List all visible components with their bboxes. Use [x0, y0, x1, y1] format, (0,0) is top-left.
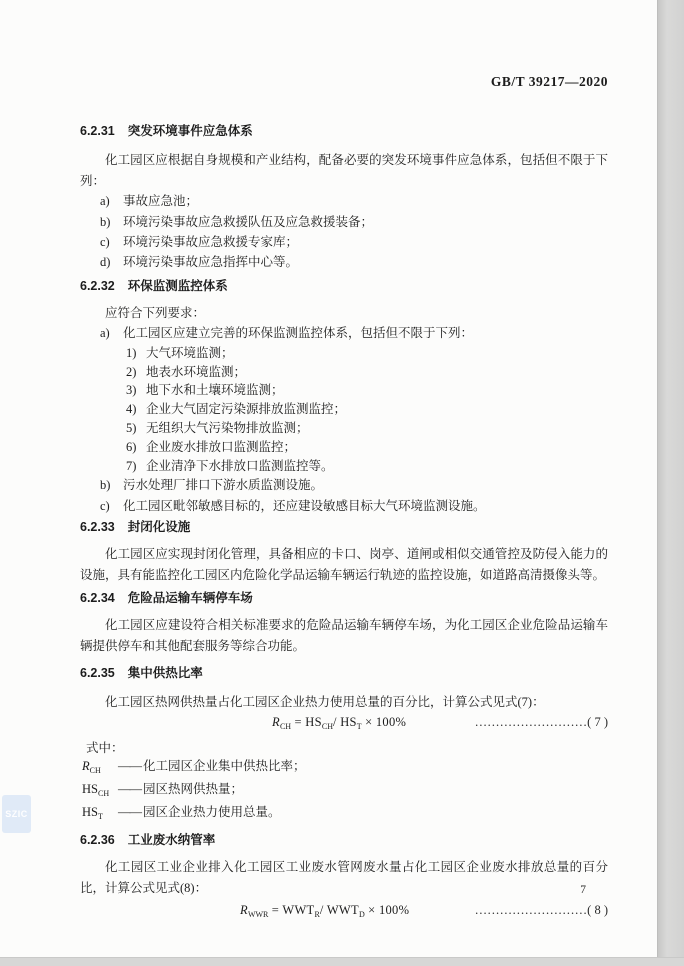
scan-edge-right [657, 0, 684, 966]
equation-number: ( 7 ) [587, 715, 608, 730]
list-item-text: 化工园区毗邻敏感目标的，还应建设敏感目标大气环境监测设施。 [123, 498, 486, 513]
section-heading-6-2-35 [80, 665, 608, 681]
watermark-text: SZIC [5, 809, 28, 819]
sub-list-item [80, 344, 608, 363]
sub-list-item-label: 3) [126, 383, 137, 398]
sub-list-item-text: 企业大气固定污染源排放监测监控； [146, 402, 347, 417]
section-heading-6-2-32 [80, 278, 608, 294]
formula-8 [80, 900, 608, 925]
section-number: 6.2.31 [80, 124, 115, 138]
formula-expression: $R_{CH} = HS_{CH}/$ $HS_T \times 100\%$ [272, 715, 407, 732]
section-number: 6.2.35 [80, 665, 115, 680]
sub-list-item-label: 5) [126, 421, 137, 435]
sub-list-item-label: 1) [126, 345, 137, 360]
section-title: 工业废水纳管率 [127, 833, 216, 848]
sub-list-item [80, 363, 608, 382]
list-item-text: 化工园区应建立完善的环保监测监控体系，包括但不限于下列： [123, 326, 474, 341]
symbol-definition-text: 园区企业热力使用总量。 [143, 805, 281, 820]
list-item [80, 212, 608, 232]
list-item-text: 环境污染事故应急指挥中心等。 [123, 255, 299, 270]
formula-leader-dots: ………………………( 7 ) [474, 715, 608, 730]
formula-expression: $R_{WWR} = WWT_R/$ $WWT_D \times 100\%$ [240, 903, 410, 920]
symbol-definition-text: 化工园区企业集中供热比率； [143, 759, 306, 774]
sub-list-item [80, 419, 608, 438]
section-title: 集中供热比率 [127, 665, 203, 680]
section-heading-6-2-31 [80, 123, 608, 139]
list-item-label: c) [100, 235, 110, 249]
list-item [80, 323, 608, 343]
section-intro: 应符合下列要求： [105, 305, 206, 320]
list-item-label: a) [100, 194, 110, 209]
sub-list-item-label: 4) [126, 402, 137, 417]
list-item [80, 191, 608, 211]
section-title: 封闭化设施 [127, 520, 191, 535]
list-item-label: b) [100, 478, 111, 493]
list-item [80, 232, 608, 252]
page-content [80, 0, 608, 925]
sub-list-item [80, 400, 608, 419]
sub-list-item [80, 381, 608, 400]
list-item-text: 环境污染事故应急救援专家库； [123, 235, 299, 249]
sub-list-item-text: 无组织大气污染物排放监测； [146, 421, 309, 435]
list-item [80, 475, 608, 495]
list-item [80, 252, 608, 272]
list-item-label: a) [100, 326, 110, 341]
list-item-text: 事故应急池； [123, 194, 199, 209]
symbol: $HS_T$ [82, 805, 103, 822]
list-item-label: d) [100, 255, 111, 270]
symbol: $HS_{CH}$ [82, 782, 110, 799]
section-number: 6.2.34 [80, 591, 115, 606]
where-label: 式中： [86, 741, 124, 756]
formula-7 [80, 712, 608, 737]
sub-list-item [80, 457, 608, 476]
list-item-label: b) [100, 214, 111, 229]
sub-list-item [80, 438, 608, 457]
symbol: $R_{CH}$ [82, 759, 101, 776]
sub-list-item-text: 企业废水排放口监测监控； [146, 439, 297, 454]
list-item-text: 环境污染事故应急救援队伍及应急救援装备； [123, 214, 374, 229]
section-title: 危险品运输车辆停车场 [127, 591, 253, 606]
symbol-definition: $HS_{CH}$ —— 园区热网供热量； [80, 780, 608, 803]
list-item [80, 496, 608, 516]
section-title: 环保监测监控体系 [127, 278, 228, 293]
formula-leader-dots: ………………………( 8 ) [474, 903, 608, 918]
section-intro: 化工园区热网供热量占化工园区企业热力使用总量的百分比，计算公式见式(7)： [105, 694, 545, 709]
sub-list-item-text: 大气环境监测； [146, 345, 234, 360]
watermark-badge [2, 795, 31, 833]
section-number: 6.2.36 [80, 833, 115, 848]
symbol-definition: $R_{CH}$ —— 化工园区企业集中供热比率； [80, 757, 608, 780]
sub-list-item-text: 地表水环境监测； [146, 364, 247, 379]
section-title: 突发环境事件应急体系 [127, 124, 253, 138]
symbol-definition-text: 园区热网供热量； [143, 782, 244, 797]
section-heading-6-2-36 [80, 832, 608, 848]
page-number: 7 [580, 884, 586, 896]
sub-list-item-label: 2) [126, 364, 137, 379]
sub-list-item-text: 企业清净下水排放口监测监控等。 [146, 458, 334, 473]
section-heading-6-2-34 [80, 590, 608, 606]
section-intro: 化工园区工业企业排入化工园区工业废水管网废水量占化工园区企业废水排放总量的百分比，计算公式见式(8)： [80, 860, 608, 895]
section-body: 化工园区应建设符合相关标准要求的危险品运输车辆停车场，为化工园区企业危险品运输车辆提供停车和其他配套服务等综合功能。 [80, 618, 608, 653]
sub-list-item-text: 地下水和土壤环境监测； [146, 383, 284, 398]
section-intro: 化工园区应根据自身规模和产业结构，配备必要的突发环境事件应急体系，包括但不限于下列： [80, 153, 608, 188]
sub-list-item-label: 7) [126, 458, 137, 473]
equation-number: ( 8 ) [587, 903, 608, 918]
symbol-definition: $HS_T$ —— 园区企业热力使用总量。 [80, 803, 608, 826]
list-item-label: c) [100, 498, 110, 513]
section-body: 化工园区应实现封闭化管理，具备相应的卡口、岗亭、道闸或相似交通管控及防侵入能力的设施，具有能监控化工园区内危险化学品运输车辆运行轨迹的监控设施，如道路高清摄像头等。 [80, 547, 608, 582]
section-number: 6.2.32 [80, 278, 115, 293]
standard-code-header: GB/T 39217—2020 [490, 74, 608, 89]
section-heading-6-2-33 [80, 519, 608, 535]
list-item-text: 污水处理厂排口下游水质监测设施。 [123, 478, 324, 493]
sub-list-item-label: 6) [126, 439, 137, 454]
section-number: 6.2.33 [80, 520, 115, 535]
scan-edge-bottom [0, 957, 684, 966]
